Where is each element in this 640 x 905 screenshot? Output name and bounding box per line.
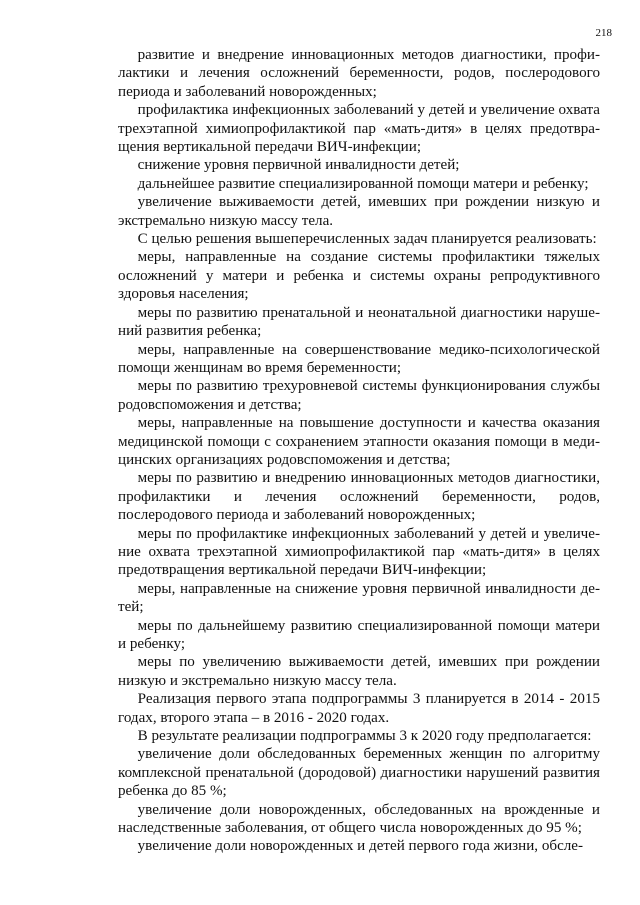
paragraph: меры, направленные на создание системы профилактики тяжелых осложнений у матери и ребенка и системы охраны репродуктивного здоровья населения;: [118, 249, 600, 303]
paragraph: Реализация первого этапа подпрограммы 3 планируется в 2014 - 2015 годах, второго этапа – в 2016 - 2020 годах.: [118, 691, 600, 726]
paragraph: меры по увеличению выживаемости детей, имевших при рождении низкую и экстремально низкую массу тела.: [118, 654, 600, 689]
paragraph: меры по профилактике инфекционных заболеваний у детей и увеличение охвата трехэтапной химиопрофилактикой пар «мать-дитя» в целях предотвращения вертикальной передачи ВИЧ-инфекции;: [118, 525, 600, 579]
paragraph: меры по дальнейшему развитию специализированной помощи матери и ребенку;: [118, 617, 600, 652]
paragraph: дальнейшее развитие специализированной помощи матери и ребенку;: [137, 175, 589, 192]
paragraph: увеличение доли новорожденных и детей первого года жизни, обсле-: [137, 838, 584, 855]
paragraph: развитие и внедрение инновационных методов диагностики, профилактики и лечения осложнений беременности, родов, послеродового периода и заболеваний новорожденных;: [118, 47, 600, 100]
paragraph: В результате реализации подпрограммы 3 к 2020 году предполагается:: [137, 728, 592, 745]
paragraph: меры по развитию трехуровневой системы функционирования службы родовспоможения и детства;: [118, 378, 600, 413]
page-number: 218: [595, 27, 612, 39]
paragraph: увеличение доли новорожденных, обследованных на врожденные и наследственные заболевания, от общего числа новорожденных до 95 %;: [118, 801, 600, 837]
paragraph: меры, направленные на совершенствование медико-психологической помощи женщинам во время беременности;: [118, 341, 600, 376]
paragraph: меры, направленные на повышение доступности и качества оказания медицинской помощи с сохранением этапности оказания помощи в медицинских организациях родовспоможения и детства;: [118, 415, 600, 468]
paragraph: снижение уровня первичной инвалидности детей;: [137, 157, 460, 174]
body-text: [118, 46, 600, 856]
paragraph: профилактика инфекционных заболеваний у детей и увеличение охвата трехэтапной химиопрофилактикой пар «мать-дитя» в целях предотвращения вертикальной передачи ВИЧ-инфекции;: [118, 102, 600, 156]
paragraph: С целью решения вышеперечисленных задач планируется реализовать:: [137, 231, 597, 248]
paragraph: меры по развитию и внедрению инновационных методов диагностики, профилактики и лечения осложнений беременности, родов, послеродового периода и заболеваний новорожденных;: [118, 470, 600, 524]
paragraph: увеличение выживаемости детей, имевших при рождении низкую и экстремально низкую массу тела.: [118, 194, 600, 229]
paragraph: меры по развитию пренатальной и неонатальной диагностики нарушений развития ребенка;: [118, 304, 600, 340]
paragraph: меры, направленные на снижение уровня первичной инвалидности детей;: [118, 580, 600, 616]
paragraph: увеличение доли обследованных беременных женщин по алгоритму комплексной пренатальной (дородовой) диагностики нарушений развития ребенка до 85 %;: [118, 746, 600, 800]
